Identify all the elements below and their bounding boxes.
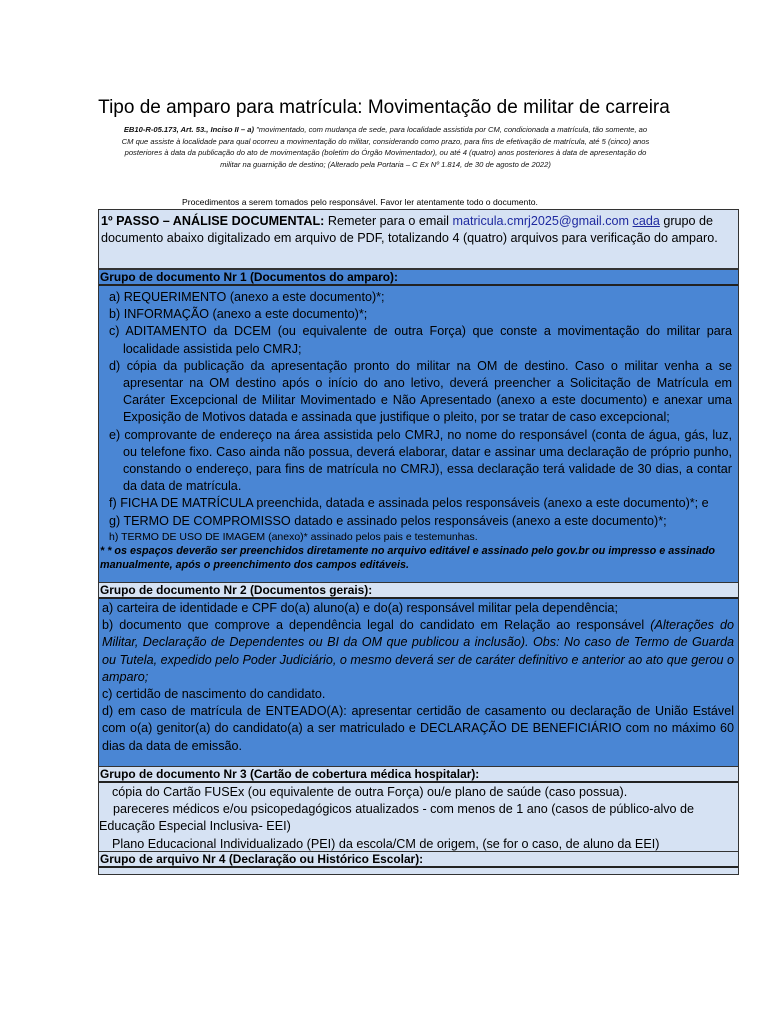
group2-item-c: c) certidão de nascimento do candidato. bbox=[102, 687, 326, 702]
legal-ref-text: "movimentado, com mudança de sede, para localidade assistida por CM, condicionada a matrícula, tão somente, ao CM que assiste à localidade para qual ocorreu a movimentação do militar, considerando como prazo, para fins de efetivação de matrícula, até 5 (cinco) anos posteriores à data da publicação do ato de movimentação (boletim do Órgão Movimentador), ou até 4 (quatro) anos posteriores à data de apresentação do militar na guarnição de destino; (Alterado pela Portaria – C Ex Nº 1.814, de 30 de agosto de 2022) bbox=[121, 125, 650, 169]
group1-item-a: a) REQUERIMENTO (anexo a este documento)*; bbox=[109, 290, 385, 304]
legal-ref-code: EB10-R-05.173, Art. 53., Inciso II – a) bbox=[123, 125, 254, 134]
group3-item-2: pareceres médicos e/ou psicopedagógicos atualizados - com menos de 1 ano (casos de público-alvo de Educação Especial Inclusiva- EEI) bbox=[99, 802, 695, 834]
group1-body bbox=[99, 286, 738, 582]
document-sheet bbox=[98, 209, 739, 875]
group2-item-b-italic: (Alterações do Militar, Declaração de Dependentes ou BI da OM que publicou a inclusão). Obs: No caso de Termo de Guarda ou Tutela, expedido pelo Poder Judiciário, o mesmo deverá ser de caráter definitivo e anterior ao ato que gerou o amparo; bbox=[102, 618, 735, 684]
group2-body bbox=[99, 599, 738, 766]
group2-item-b-text: b) documento que comprove a dependência legal do candidato em Relação ao responsável bbox=[102, 618, 651, 633]
procedures-note: Procedimentos a serem tomados pelo responsável. Favor ler atentamente todo o documento. bbox=[182, 197, 538, 207]
legal-reference bbox=[118, 124, 653, 170]
cada-link[interactable]: cada bbox=[632, 214, 660, 228]
step1-text-b: grupo de documento abaixo digitalizado em arquivo de PDF, totalizando 4 (quatro) arquivos para verificação do amparo. bbox=[101, 214, 718, 246]
group1-item-b: b) INFORMAÇÃO (anexo a este documento)*; bbox=[109, 307, 368, 322]
group1-item-c: c) ADITAMENTO da DCEM (ou equivalente de outra Força) que conste a movimentação do militar para localidade assistida pelo CMRJ; bbox=[109, 324, 732, 356]
group2-header: Grupo de documento Nr 2 (Documentos gerais): bbox=[99, 582, 738, 599]
group1-header: Grupo de documento Nr 1 (Documentos do amparo): bbox=[99, 269, 738, 286]
group4-header: Grupo de arquivo Nr 4 (Declaração ou Histórico Escolar): bbox=[99, 851, 738, 868]
group1-item-e: e) comprovante de endereço na área assistida pelo CMRJ, no nome do responsável (conta de água, gás, luz, ou telefone fixo. Caso ainda não possua, deverá elaborar, datar e assinar uma declaração de próprio punho, constando o endereço, para fins de matrícula no CMRJ), essa declaração terá validade de 30 dias, a contar da data de matrícula. bbox=[109, 427, 732, 494]
step1-label: 1º PASSO – ANÁLISE DOCUMENTAL: bbox=[101, 214, 325, 228]
group2-item-d: d) em caso de matrícula de ENTEADO(A): apresentar certidão de casamento ou declaração de União Estável com o(a) genitor(a) do candidato(a) a ser matriculado e DECLARAÇÃO DE BENEFICIÁRIO com no máximo 60 dias da data de emissão. bbox=[102, 704, 734, 753]
group2-item-b bbox=[102, 617, 734, 686]
document-title: Tipo de amparo para matrícula: Movimentação de militar de carreira bbox=[98, 97, 670, 118]
group1-note: * * os espaços deverão ser preenchidos diretamente no arquivo editável e assinado pelo gov.br ou impresso e assinado manualmente, após o preenchimento dos campos editáveis. bbox=[100, 544, 716, 571]
group3-item-3: Plano Educacional Individualizado (PEI) da escola/CM de origem, (se for o caso, de aluno da EEI) bbox=[112, 836, 660, 851]
group2-item-a: a) carteira de identidade e CPF do(a) aluno(a) e do(a) responsável militar pela dependência; bbox=[102, 601, 618, 615]
group3-body bbox=[99, 783, 738, 851]
group1-item-d: d) cópia da publicação da apresentação pronto do militar na OM de destino. Caso o militar venha a se apresentar na OM destino após o início do ano letivo, deverá preencher a Solicitação de Matrícula em Caráter Excepcional de Militar Movimentado e Não Apresentado (anexo a este documento) e anexar uma Exposição de Motivos datada e assinada que justifique o pleito, por se tratar de caso excepcional; bbox=[109, 358, 732, 425]
step1-section bbox=[99, 210, 738, 269]
email-link[interactable]: matricula.cmrj2025@gmail.com bbox=[452, 214, 630, 228]
group3-item-1: cópia do Cartão FUSEx (ou equivalente de outra Força) ou/e plano de saúde (caso possua). bbox=[112, 785, 628, 799]
step1-text-a: Remeter para o email bbox=[324, 214, 453, 228]
group1-item-h: h) TERMO DE USO DE IMAGEM (anexo)* assinado pelos pais e testemunhas. bbox=[109, 530, 478, 543]
group3-header: Grupo de documento Nr 3 (Cartão de cobertura médica hospitalar): bbox=[99, 766, 738, 783]
group1-item-g: g) TERMO DE COMPROMISSO datado e assinado pelos responsáveis (anexo a este documento)*; bbox=[109, 513, 667, 528]
group4-body bbox=[99, 868, 738, 874]
group1-item-f: f) FICHA DE MATRÍCULA preenchida, datada e assinada pelos responsáveis (anexo a este documento)*; e bbox=[109, 496, 709, 511]
